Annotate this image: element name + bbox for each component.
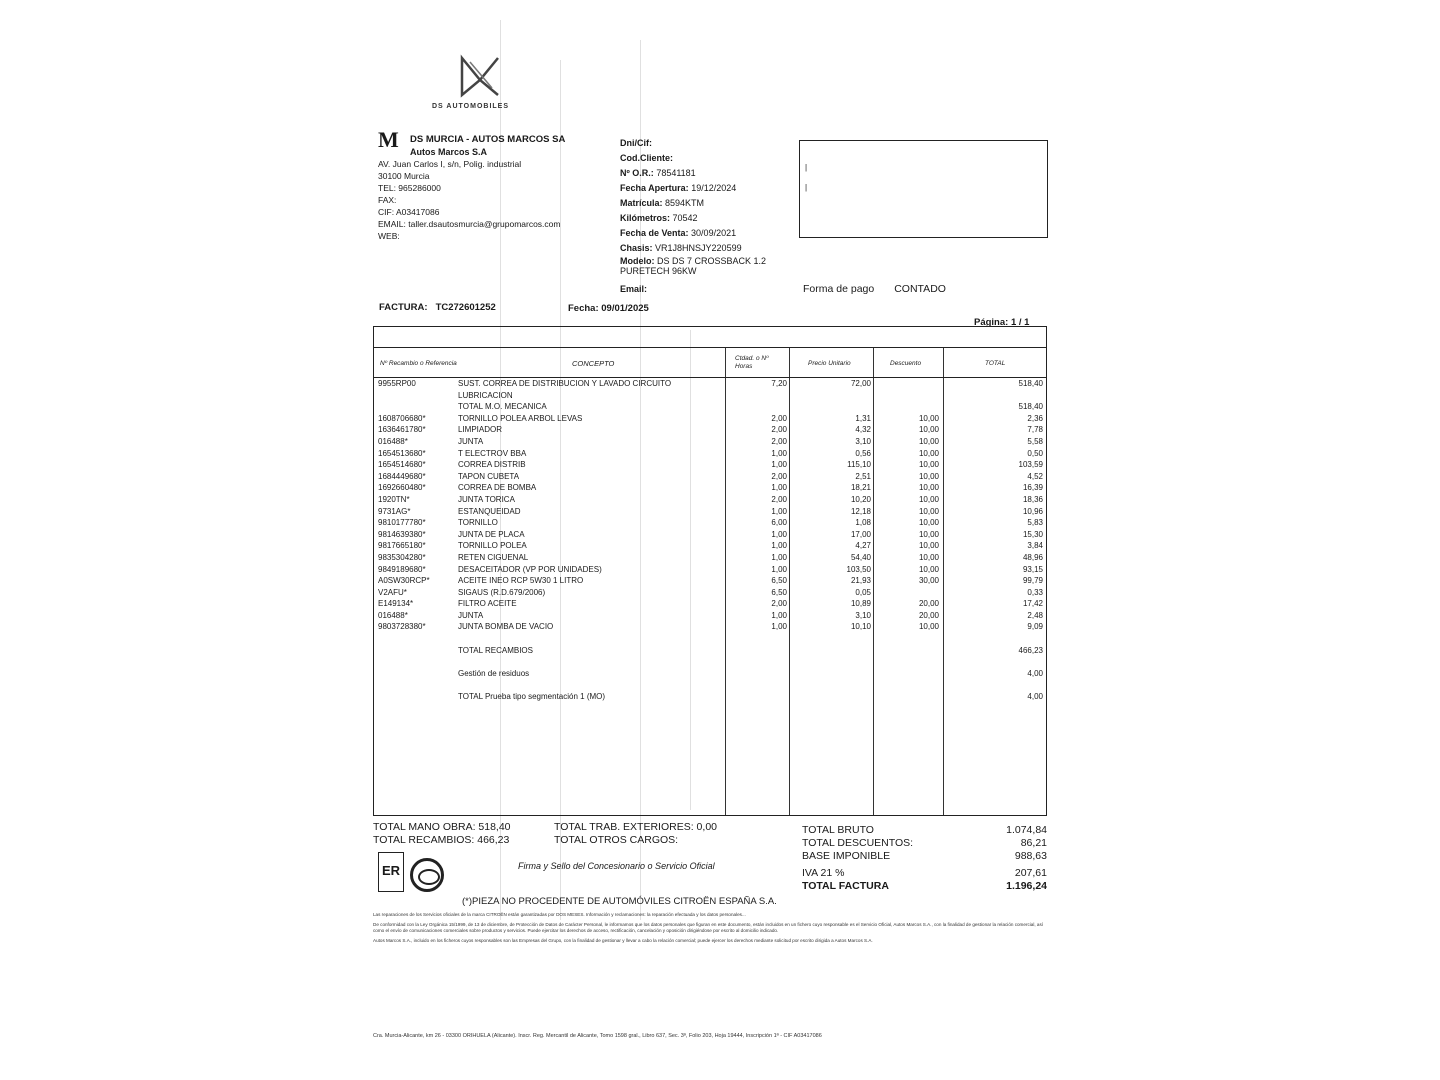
payment-label: Forma de pago [803,283,875,295]
cell-ref: 9955RP00 [378,379,416,388]
cell-concepto: JUNTA BOMBA DE VACIO [458,622,554,632]
cell-pu: 21,93 [850,576,871,586]
cell-total: 99,79 [1022,576,1043,586]
cell-total: 4,00 [1027,692,1043,702]
km-label: Kilómetros: [620,213,671,223]
header-pu: Precio Unitario [808,359,851,367]
cell-ref: A0SW30RCP* [378,576,430,586]
matricula-label: Matrícula: [620,198,663,208]
email-label: Email: [620,284,648,294]
venta-label: Fecha de Venta: [620,228,689,238]
invoice-date [568,303,649,314]
header-dto: Descuento [890,359,922,367]
table-row [373,391,1047,403]
header-divider [373,377,1047,378]
cell-concepto: CORREA DISTRIB [458,460,526,470]
cell-total: 16,39 [1022,483,1043,493]
cell-pu: 54,40 [850,552,871,562]
cell-pu: 4,32 [855,425,871,435]
cell-ref: 016488* [378,610,408,620]
totals-summary [802,824,1047,893]
or-value: 78541181 [656,168,696,178]
cell-ref: 9835304280* [378,552,426,562]
cell-total: 5,83 [1027,518,1043,528]
table-row [373,576,1047,588]
descuentos-label: TOTAL DESCUENTOS: [802,837,914,849]
cell-ref: 016488* [378,436,408,446]
cell-dto: 10,00 [918,552,939,562]
dni-label: Dni/Cif: [620,138,652,148]
cell-pu: 10,10 [850,622,871,632]
cell-qty: 2,00 [771,413,787,423]
cell-qty: 2,00 [771,599,787,609]
signature-caption: Firma y Sello del Concesionario o Servicio Oficial [518,861,715,871]
cell-dto: 10,00 [918,448,939,458]
cell-qty: 1,00 [771,552,787,562]
chasis-value: VR1J8HNSJY220599 [655,243,742,253]
iva-label: IVA 21 % [802,867,845,879]
cell-ref: E149134* [378,599,414,609]
table-row [373,414,1047,426]
table-row [373,622,1047,634]
cell-total: 0,33 [1027,587,1043,597]
cell-ref: 9814639380* [378,529,426,539]
cell-total: 5,58 [1027,436,1043,446]
cell-total: 3,84 [1027,541,1043,551]
cell-qty: 1,00 [771,448,787,458]
pieza-note: (*)PIEZA NO PROCEDENTE DE AUTOMÓVILES CITROËN ESPAÑA S.A. [462,896,777,907]
cell-pu: 3,10 [855,436,871,446]
cell-ref: 9817665180* [378,541,426,551]
cell-qty: 2,00 [771,425,787,435]
dealer-subname: Autos Marcos S.A [410,147,488,157]
cell-concepto: Gestión de residuos [458,668,530,678]
cell-concepto: SIGAUS (R.D.679/2006) [458,587,546,597]
table-row [373,669,1047,681]
dealer-fax: FAX: [378,195,397,205]
cell-ref: 1608706680* [378,413,426,423]
cell-total: 48,96 [1022,552,1043,562]
cell-concepto: ESTANQUEIDAD [458,506,521,516]
cell-qty: 1,00 [771,529,787,539]
apertura-label: Fecha Apertura: [620,183,689,193]
table-row [373,472,1047,484]
cell-concepto: JUNTA [458,610,484,620]
cell-qty: 1,00 [771,506,787,516]
cell-ref: 9731AG* [378,506,411,516]
er-certification-seal: ER [378,852,404,892]
cell-concepto: LUBRICACION [458,390,513,400]
total-factura-value: 1.196,24 [1006,880,1047,892]
cell-pu: 18,21 [850,483,871,493]
table-row [373,449,1047,461]
payment-value: CONTADO [894,283,946,295]
table-top-band [373,326,1047,348]
table-row [373,611,1047,623]
cell-concepto: JUNTA DE PLACA [458,529,525,539]
header-ref: Nº Recambio o Referencia [380,359,457,367]
fecha-label: Fecha: [568,303,599,314]
cell-concepto: TOTAL RECAMBIOS [458,645,533,655]
quality-seal-icon [410,858,444,892]
header-total: TOTAL [985,359,1006,367]
cell-qty: 1,00 [771,483,787,493]
apertura-value: 19/12/2024 [691,183,737,193]
cell-pu: 2,51 [855,471,871,481]
cell-qty: 7,20 [771,379,787,388]
cell-concepto: ACEITE INEO RCP 5W30 1 LITRO [458,576,584,586]
dealer-info [378,127,598,242]
table-row [373,588,1047,600]
chasis-label: Chasis: [620,243,653,253]
matricula-value: 8594KTM [665,198,705,208]
descuentos-value: 86,21 [1020,837,1047,849]
cell-total: 0,50 [1027,448,1043,458]
venta-value: 30/09/2021 [691,228,737,238]
table-row [373,530,1047,542]
cell-total: 4,52 [1027,471,1043,481]
table-row [373,425,1047,437]
table-row [373,402,1047,414]
legal-fine-print [373,912,1047,1042]
cell-concepto: TOTAL Prueba tipo segmentación 1 (MO) [458,692,606,702]
cell-ref: 9803728380* [378,622,426,632]
footer-registry: Cra. Murcia-Alicante, km 26 - 03300 ORIHUELA (Alicante). Inscr. Reg. Mercantil de Alicante, Tomo 1598 gral., Libro 637, Sec. 3ª, Folio 203, Hoja 19444, Inscripción 1ª - CIF A03417086 [373,1033,822,1039]
cell-qty: 2,00 [771,494,787,504]
cell-concepto: LIMPIADOR [458,425,503,435]
cell-concepto: TAPON CUBETA [458,471,520,481]
client-address-box: | | [799,140,1048,238]
cell-pu: 4,27 [855,541,871,551]
cell-concepto: RETEN CIGUENAL [458,552,529,562]
cell-concepto: TORNILLO POLEA [458,541,527,551]
cell-total: 7,78 [1027,425,1043,435]
cell-dto: 10,00 [918,494,939,504]
km-value: 70542 [672,213,698,223]
table-row [373,518,1047,530]
total-otros-cargos: TOTAL OTROS CARGOS: [554,834,679,846]
cell-dto: 10,00 [918,413,939,423]
table-row [373,646,1047,658]
cell-pu: 103,50 [846,564,871,574]
table-row [373,379,1047,391]
cell-dto: 10,00 [918,518,939,528]
table-row [373,553,1047,565]
table-row [373,657,1047,669]
payment-method [803,283,946,295]
cell-ref: 1654513680* [378,448,426,458]
cell-pu: 12,18 [850,506,871,516]
table-row [373,541,1047,553]
cell-total: 2,36 [1027,413,1043,423]
fecha-value: 09/01/2025 [601,303,649,314]
dealer-email: EMAIL: taller.dsautosmurcia@grupomarcos.com [378,219,561,229]
cell-concepto: CORREA DE BOMBA [458,483,537,493]
dealer-logo: M [378,127,399,152]
cell-ref: 1636461780* [378,425,426,435]
modelo-label: Modelo: [620,256,655,266]
cell-ref: 9810177780* [378,518,426,528]
cell-pu: 17,00 [850,529,871,539]
cell-dto: 10,00 [918,622,939,632]
cell-total: 18,36 [1022,494,1043,504]
table-row [373,507,1047,519]
cell-dto: 10,00 [918,529,939,539]
factura-label: FACTURA: [379,302,428,313]
cell-ref: V2AFU* [378,587,407,597]
order-info [620,136,810,297]
dealer-name: DS MURCIA - AUTOS MARCOS SA [410,134,566,145]
cell-concepto: DESACEITADOR (VP POR UNIDADES) [458,564,602,574]
cell-total: 17,42 [1022,599,1043,609]
header-concepto: CONCEPTO [572,358,615,368]
cell-concepto: SUST. CORREA DE DISTRIBUCION Y LAVADO CIRCUITO [458,379,672,388]
cell-dto: 10,00 [918,483,939,493]
cell-dto: 10,00 [918,425,939,435]
page-indicator: Página: 1 / 1 [974,317,1030,328]
cell-pu: 1,31 [855,413,871,423]
cell-total: 9,09 [1027,622,1043,632]
bruto-label: TOTAL BRUTO [802,824,874,836]
cell-pu: 3,10 [855,610,871,620]
table-row [373,565,1047,577]
bruto-value: 1.074,84 [1006,824,1047,836]
cell-pu: 72,00 [850,379,871,388]
cell-ref: 1692660480* [378,483,426,493]
logo-caption: DS AUTOMOBILES [432,103,510,110]
cell-dto: 10,00 [918,541,939,551]
cell-ref: 1920TN* [378,494,410,504]
total-factura-label: TOTAL FACTURA [802,880,889,892]
cell-dto: 30,00 [918,576,939,586]
fine-print-paragraph: Las reparaciones de los Servicios oficiales de la marca CITROËN están garantizadas por DOS MESES. Información y reclamaciones: la reparación efectuada y los datos personales... [373,912,746,917]
table-body [373,379,1047,704]
cell-qty: 1,00 [771,610,787,620]
dealer-web: WEB: [378,231,400,241]
cell-qty: 6,00 [771,518,787,528]
cell-ref: 9849189680* [378,564,426,574]
table-row [373,692,1047,704]
table-row [373,460,1047,472]
iva-value: 207,61 [1014,867,1047,879]
cell-total: 518,40 [1018,402,1043,412]
cell-total: 10,96 [1022,506,1043,516]
total-trab-ext: TOTAL TRAB. EXTERIORES: 0,00 [554,821,717,833]
invoice-number [379,302,496,313]
factura-value: TC272601252 [435,302,496,313]
cell-concepto: JUNTA TORICA [458,494,515,504]
base-label: BASE IMPONIBLE [802,850,891,862]
cell-concepto: JUNTA [458,436,484,446]
cell-qty: 2,00 [771,471,787,481]
cell-total: 103,59 [1018,460,1043,470]
cell-concepto: FILTRO ACEITE [458,599,517,609]
cell-concepto: TORNILLO [458,518,498,528]
cell-total: 15,30 [1022,529,1043,539]
dealer-tel: TEL: 965286000 [378,183,441,193]
cell-dto: 20,00 [918,599,939,609]
cell-dto: 10,00 [918,506,939,516]
cell-qty: 1,00 [771,622,787,632]
cell-qty: 2,00 [771,436,787,446]
dealer-address2: 30100 Murcia [378,171,430,181]
base-value: 988,63 [1014,850,1047,862]
cell-total: 2,48 [1027,610,1043,620]
table-row [373,495,1047,507]
cell-total: 93,15 [1022,564,1043,574]
total-mano-obra: TOTAL MANO OBRA: 518,40 [373,821,511,833]
cell-total: 466,23 [1018,645,1043,655]
table-row [373,483,1047,495]
dealer-address1: AV. Juan Carlos I, s/n, Polig. industrial [378,159,522,169]
cell-dto: 10,00 [918,471,939,481]
cell-qty: 6,50 [771,576,787,586]
cell-qty: 1,00 [771,564,787,574]
table-row [373,634,1047,646]
table-row [373,599,1047,611]
cell-qty: 6,50 [771,587,787,597]
cell-concepto: T ELECTROV BBA [458,448,527,458]
cell-ref: 1654514680* [378,460,426,470]
cell-concepto: TORNILLO POLEA ARBOL LEVAS [458,413,583,423]
table-row [373,437,1047,449]
cell-total: 4,00 [1027,668,1043,678]
cell-ref: 1684449680* [378,471,426,481]
cell-pu: 10,89 [850,599,871,609]
cell-dto: 10,00 [918,460,939,470]
cell-concepto: TOTAL M.O. MECANICA [458,402,547,412]
cell-dto: 10,00 [918,436,939,446]
cell-pu: 0,56 [855,448,871,458]
or-label: Nº O.R.: [620,168,654,178]
modelo-value: DS DS 7 CROSSBACK 1.2 PURETECH 96KW [620,256,767,276]
cell-dto: 20,00 [918,610,939,620]
cell-qty: 1,00 [771,541,787,551]
dealer-cif: CIF: A03417086 [378,207,440,217]
cell-qty: 1,00 [771,460,787,470]
cell-pu: 115,10 [847,460,871,470]
totals-mid [554,821,717,847]
header-qty: Ctdad. o Nº Horas [735,355,769,370]
fine-print-paragraph: Autos Marcos S.A., incluido en los ficheros cuyos responsables son las Empresas del Grupo, con la finalidad de gestionar y llevar a cabo la relación comercial; puede ejercer los derechos mediante solicitud por escrito dirigida a Autos Marcos S.A. [373,938,873,943]
cell-pu: 1,08 [855,518,871,528]
totals-left [373,821,511,847]
fine-print-paragraph: De conformidad con la Ley Orgánica 15/1999, de 13 de diciembre, de Protección de Datos de Carácter Personal, le informamos que los datos personales que figuran en este documento, están incluidos en un fichero cuyo responsable es el Servicio Oficial, Autos Marcos S.A., con la finalidad de gestionar la relación comercial, así como el envío de comunicaciones comerciales sobre productos y servicios. Puede ejercitar los derechos de acceso, rectificación, cancelación y oposición dirigiéndose por escrito al domicilio indicado. [373,922,1044,933]
cell-dto: 10,00 [918,564,939,574]
cell-total: 518,40 [1018,379,1043,388]
table-row [373,680,1047,692]
cod-cliente-label: Cod.Cliente: [620,153,673,163]
cell-pu: 0,05 [855,587,871,597]
total-recambios: TOTAL RECAMBIOS: 466,23 [373,834,510,846]
cell-pu: 10,20 [850,494,871,504]
